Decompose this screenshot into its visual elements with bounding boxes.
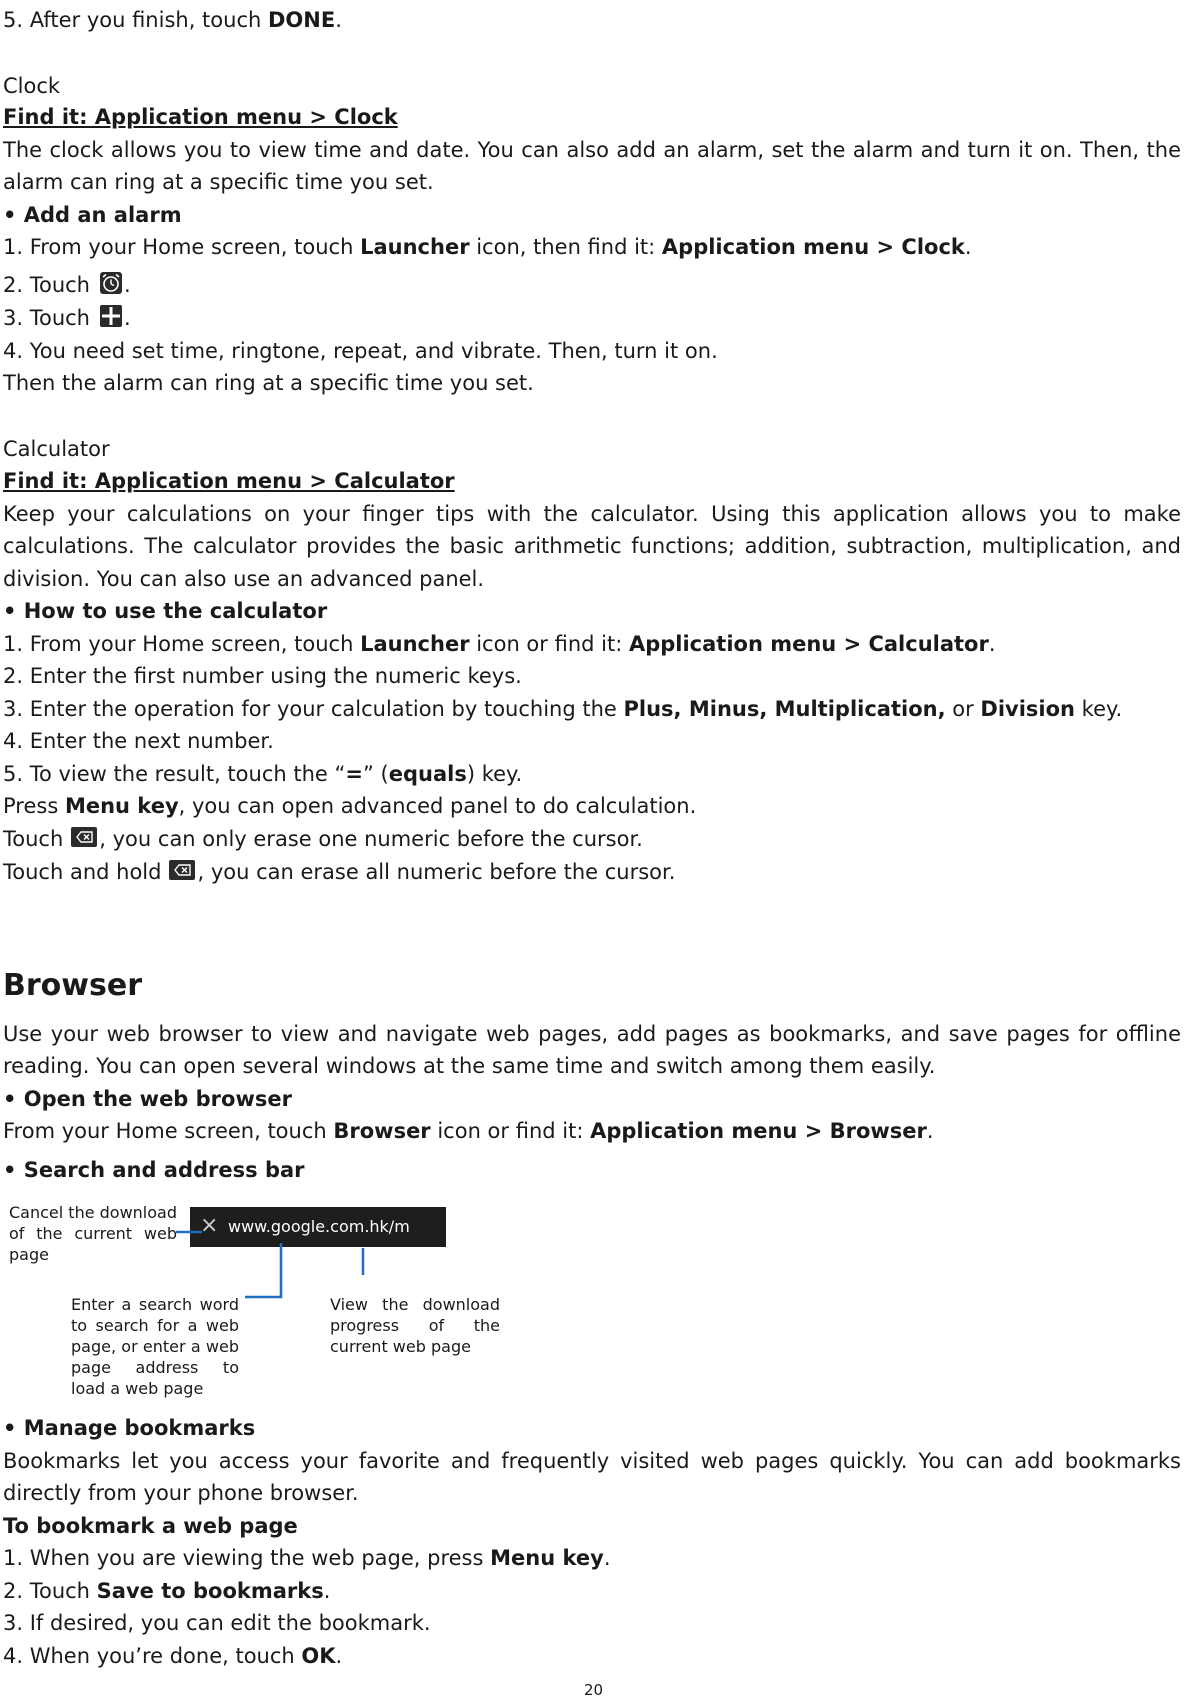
clock-step-1: 1. From your Home screen, touch Launcher icon, then find it: Application menu > Clock. [3, 235, 972, 259]
address-url-text[interactable]: www.google.com.hk/m [228, 1217, 410, 1236]
callout-line-search [245, 1243, 281, 1297]
bookmarks-description-1: Bookmarks let you access your favorite and frequently visited web pages quickly. You can add bookmarks [3, 1449, 1181, 1473]
browser-bullet-search: • Search and address bar [3, 1158, 305, 1182]
clock-find-it: Find it: Application menu > Clock [3, 105, 398, 129]
browser-bullet-bookmarks: • Manage bookmarks [3, 1416, 256, 1440]
label-cancel-download: Cancel the download of the current web page [9, 1203, 177, 1264]
bookmarks-description-2: directly from your phone browser. [3, 1481, 359, 1505]
calculator-step-4: 4. Enter the next number. [3, 729, 274, 753]
intro-step-5: 5. After you finish, touch DONE. [3, 8, 342, 32]
calculator-description-1: Keep your calculations on your finger tips with the calculator. Using this application allows you to make [3, 502, 1181, 526]
bookmarks-step-2: 2. Touch Save to bookmarks. [3, 1579, 331, 1603]
clock-step-4: 4. You need set time, ringtone, repeat, and vibrate. Then, turn it on. [3, 339, 718, 363]
clock-bullet-add-alarm: • Add an alarm [3, 203, 182, 227]
clock-step-2: 2. Touch . [3, 273, 131, 297]
bookmarks-step-3: 3. If desired, you can edit the bookmark. [3, 1611, 431, 1635]
clock-step-3: 3. Touch . [3, 306, 131, 330]
label-search-word: Enter a search word to search for a web page, or enter a web page address to load a web page [71, 1295, 239, 1398]
calculator-description-3: division. You can also use an advanced panel. [3, 567, 485, 591]
calculator-step-5: 5. To view the result, touch the “=” (equals) key. [3, 762, 523, 786]
calculator-touch-delete-line: Touch , you can only erase one numeric before the cursor. [3, 827, 643, 851]
calculator-step-1: 1. From your Home screen, touch Launcher icon or find it: Application menu > Calculator. [3, 632, 996, 656]
calculator-description-2: calculations. The calculator provides the basic arithmetic functions; addition, subtraction, multiplication, and [3, 534, 1181, 558]
browser-bullet-open: • Open the web browser [3, 1087, 292, 1111]
page-number: 20 [583, 1681, 604, 1699]
browser-open-line: From your Home screen, touch Browser icon or find it: Application menu > Browser. [3, 1119, 934, 1143]
label-download-progress: View the download progress of the current web page [330, 1295, 500, 1356]
browser-description-1: Use your web browser to view and navigate web pages, add pages as bookmarks, and save pages for offline [3, 1022, 1181, 1046]
calculator-bullet-how-to: • How to use the calculator [3, 599, 328, 623]
close-icon[interactable]: × [200, 1213, 219, 1238]
calculator-step-3: 3. Enter the operation for your calculation by touching the Plus, Minus, Multiplication, or Division key. [3, 697, 1123, 721]
browser-description-2: reading. You can open several windows at the same time and switch among them easily. [3, 1054, 936, 1078]
calculator-heading: Calculator [3, 437, 110, 461]
bookmarks-step-1: 1. When you are viewing the web page, press Menu key. [3, 1546, 611, 1570]
bookmarks-step-4: 4. When you’re done, touch OK. [3, 1644, 343, 1668]
bookmarks-subheading: To bookmark a web page [3, 1514, 298, 1538]
calculator-step-2: 2. Enter the first number using the numeric keys. [3, 664, 522, 688]
calculator-find-it: Find it: Application menu > Calculator [3, 469, 455, 493]
calculator-touch-hold-delete-line: Touch and hold , you can erase all numeric before the cursor. [3, 860, 676, 884]
clock-heading: Clock [3, 74, 61, 98]
clock-description-1: The clock allows you to view time and date. You can also add an alarm, set the alarm and turn it on. Then, the [3, 138, 1181, 162]
clock-description-2: alarm can ring at a specific time you set. [3, 170, 434, 194]
calculator-menu-key-line: Press Menu key, you can open advanced panel to do calculation. [3, 794, 697, 818]
browser-heading: Browser [3, 968, 142, 1003]
clock-closing: Then the alarm can ring at a specific time you set. [3, 371, 534, 395]
